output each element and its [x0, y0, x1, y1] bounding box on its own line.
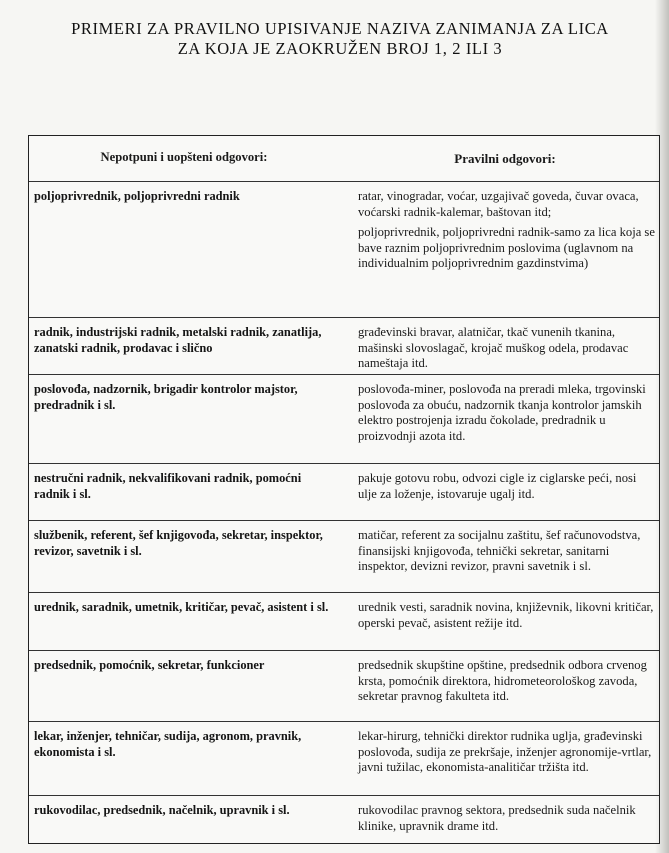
incomplete-answer-cell: službenik, referent, šef knjigovođa, sekretar, inspektor, revizor, savetnik i sl.	[34, 528, 323, 558]
table-row	[29, 182, 659, 318]
correct-answer-paragraph: urednik vesti, saradnik novina, književnik, likovni kritičar, operski pevač, asistent režije itd.	[358, 600, 654, 630]
correct-answer-paragraph: predsednik skupštine opštine, predsednik odbora crvenog krsta, pomoćnik direktora, hidrometeorološkog zavoda, sekretar pravnog fakulteta itd.	[358, 658, 647, 703]
correct-answer-cell	[358, 600, 656, 631]
incomplete-answer-cell: poslovođa, nadzornik, brigadir kontrolor majstor, predradnik i sl.	[34, 382, 298, 412]
incomplete-answer-cell: nestručni radnik, nekvalifikovani radnik, pomoćni radnik i sl.	[34, 471, 302, 501]
incomplete-answer-cell: poljoprivrednik, poljoprivredni radnik	[34, 189, 240, 203]
table-row	[29, 593, 659, 651]
incomplete-answer-cell: rukovodilac, predsednik, načelnik, upravnik i sl.	[34, 803, 290, 817]
correct-answer-paragraph: pakuje gotovu robu, odvozi cigle iz ciglarske peći, nosi ulje za loženje, istovaruje ugalj itd.	[358, 471, 637, 501]
correct-answer-cell	[358, 729, 656, 776]
table-row	[29, 521, 659, 593]
table-header-row	[29, 136, 659, 182]
correct-answer-cell	[358, 658, 656, 705]
correct-answer-cell	[358, 382, 656, 444]
correct-answer-paragraph: matičar, referent za socijalnu zaštitu, šef računovodstva, finansijski knjigovođa, tehnički sekretar, sanitarni inspektor, devizni revizor, pravni savetnik i sl.	[358, 528, 641, 573]
correct-answer-paragraph: poljoprivrednik, poljoprivredni radnik-samo za lica koja se bave raznim poljoprivrednim poslovima (uglavnom na individualnim poljoprivrednim gazdinstvima)	[358, 225, 655, 270]
page-title	[60, 19, 620, 59]
table-row	[29, 375, 659, 464]
correct-answer-cell	[358, 528, 656, 575]
table-row	[29, 464, 659, 521]
correct-answer-paragraph: ratar, vinogradar, voćar, uzgajivač goveda, čuvar ovaca, voćarski radnik-kalemar, baštovan itd;	[358, 189, 639, 219]
table-row	[29, 318, 659, 375]
correct-answer-paragraph: poslovođa-miner, poslovođa na preradi mleka, trgovinski poslovođa za obuću, nadzornik tkanja kontrolor jamskih elektro postrojenja izradu čokolade, predradnik u proizvodnji azota itd.	[358, 382, 646, 443]
incomplete-answer-cell: radnik, industrijski radnik, metalski radnik, zanatlija, zanatski radnik, prodavac i slično	[34, 325, 322, 355]
correct-answer-cell	[358, 325, 656, 372]
occupation-examples-table	[28, 135, 660, 844]
incomplete-answer-cell: urednik, saradnik, umetnik, kritičar, pevač, asistent i sl.	[34, 600, 329, 614]
column-header-correct-answers: Pravilni odgovori:	[454, 151, 556, 166]
table-row	[29, 722, 659, 796]
incomplete-answer-cell: predsednik, pomoćnik, sekretar, funkcioner	[34, 658, 265, 672]
correct-answer-cell	[358, 803, 656, 834]
correct-answer-paragraph: građevinski bravar, alatničar, tkač vunenih tkanina, mašinski slovoslagač, krojač muškog odela, prodavac nameštaja itd.	[358, 325, 629, 370]
correct-answer-paragraph: rukovodilac pravnog sektora, predsednik suda načelnik klinike, upravnik drame itd.	[358, 803, 636, 833]
table-row	[29, 651, 659, 722]
table-row	[29, 796, 659, 842]
correct-answer-cell	[358, 471, 656, 502]
column-header-incomplete-answers: Nepotpuni i uopšteni odgovori:	[100, 150, 268, 164]
page-title-line-2: ZA KOJA JE ZAOKRUŽEN BROJ 1, 2 ILI 3	[177, 39, 503, 58]
correct-answer-paragraph: lekar-hirurg, tehnički direktor rudnika uglja, građevinski poslovođa, sudija ze prekršaje, inženjer agronomije-vrtlar, javni tužilac, ekonomista-analitičar tržišta itd.	[358, 729, 652, 774]
page-title-line-1: PRIMERI ZA PRAVILNO UPISIVANJE NAZIVA ZANIMANJA ZA LICA	[71, 19, 609, 38]
correct-answer-cell	[358, 189, 656, 272]
incomplete-answer-cell: lekar, inženjer, tehničar, sudija, agronom, pravnik, ekonomista i sl.	[34, 729, 302, 759]
